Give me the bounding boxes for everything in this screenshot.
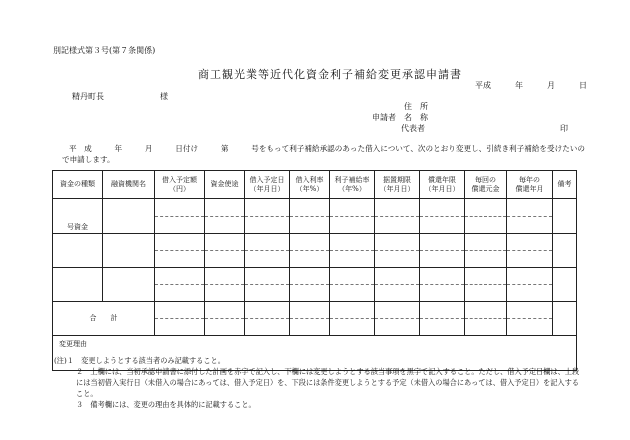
document-title: 商工観光業等近代化資金利子補給変更承認申請書 [198,68,462,81]
table-row [53,199,577,234]
cell[interactable] [553,268,577,302]
cell[interactable] [103,199,155,234]
cell[interactable] [205,199,245,234]
cell[interactable] [507,199,553,234]
address-label: 住 所 [404,102,428,111]
cell[interactable] [290,234,330,268]
total-row [53,302,577,336]
notes [54,355,584,410]
header-lender: 融資機関名 [103,171,155,199]
fund-type-label: 号資金 [67,223,88,231]
total-label-cell [53,302,155,336]
cell[interactable] [507,234,553,268]
note-1: (注)１ 変更しようとする該当者のみ記載すること。 [54,356,225,365]
cell[interactable] [420,234,465,268]
cell[interactable] [330,302,375,336]
cell[interactable] [103,234,155,268]
body-text-line1: 平 成 年 月 日付け 第 号をもって利子補給承認のあった借入について、次のとおり変更し、引続き利子補給を受けたいの [69,144,585,153]
header-loan-amount: 借入予定額 （円） [155,171,205,199]
cell[interactable] [53,234,103,268]
applicant-name-label: 申請者 名 称 [372,113,428,122]
cell[interactable] [420,302,465,336]
cell[interactable] [205,234,245,268]
table-row [53,234,577,268]
cell[interactable] [375,268,420,302]
reason-label: 変更理由 [59,340,87,348]
body-text-line2: で申請します。 [62,155,115,164]
cell[interactable] [553,234,577,268]
cell[interactable] [103,268,155,302]
note-3: ３ 備考欄には、変更の理由を具体的に記載すること。 [76,400,256,409]
table-header-row [53,171,577,199]
header-interest: 借入利率 （年%） [290,171,330,199]
cell[interactable] [205,302,245,336]
header-use: 資金使途 [205,171,245,199]
table-row [53,268,577,302]
representative-label: 代表者 [401,124,425,133]
header-loan-date: 借入予定日 （年月日） [245,171,290,199]
header-fund-type: 資金の種類 [53,171,103,199]
cell[interactable] [553,302,577,336]
cell[interactable] [375,302,420,336]
cell[interactable] [155,268,205,302]
header-remarks: 備考 [553,171,577,199]
cell[interactable] [205,268,245,302]
cell[interactable] [245,302,290,336]
cell[interactable] [465,268,507,302]
cell[interactable] [330,199,375,234]
cell[interactable] [465,302,507,336]
total-label: 合 計 [89,314,118,322]
note-2: ２ 上欄には、当初承認申請書に添付した計画を赤字で記入し、下欄には変更しようとする該当事項を黒字で記入すること。ただし、借入予定日欄は、上段には当初借入実行日（未借入の場合にあっては、借入予定日）を、下段には条件変更しようとする予定（未借入の場合にあっては、借入予定日）を記入すること。 [76,367,580,398]
cell[interactable] [420,199,465,234]
cell[interactable] [245,199,290,234]
cell[interactable] [245,268,290,302]
cell[interactable] [330,268,375,302]
cell[interactable] [465,234,507,268]
addressee: 精丹町長 様 [72,92,168,101]
date-line: 平成 年 月 日 [475,81,587,90]
header-annual-date: 毎年の 償還年月 [507,171,553,199]
cell[interactable] [155,234,205,268]
cell[interactable] [155,199,205,234]
cell[interactable] [507,302,553,336]
cell[interactable] [507,268,553,302]
cell[interactable] [245,234,290,268]
seal-mark: 印 [560,124,568,133]
cell[interactable] [420,268,465,302]
header-deferment: 据置期限 （年月日） [375,171,420,199]
header-each-principal: 毎回の 償還元金 [465,171,507,199]
cell[interactable] [53,268,103,302]
cell[interactable] [155,302,205,336]
application-table [52,170,577,371]
cell[interactable] [330,234,375,268]
cell[interactable] [290,268,330,302]
cell[interactable] [375,199,420,234]
form-reference: 別記様式第３号(第７条関係) [53,46,156,55]
cell[interactable] [553,199,577,234]
header-subsidy-rate: 利子補給率 （年%） [330,171,375,199]
cell[interactable] [290,199,330,234]
fund-type-cell[interactable] [53,199,103,234]
cell[interactable] [375,234,420,268]
cell[interactable] [465,199,507,234]
header-term: 償還年限 （年月日） [420,171,465,199]
cell[interactable] [290,302,330,336]
